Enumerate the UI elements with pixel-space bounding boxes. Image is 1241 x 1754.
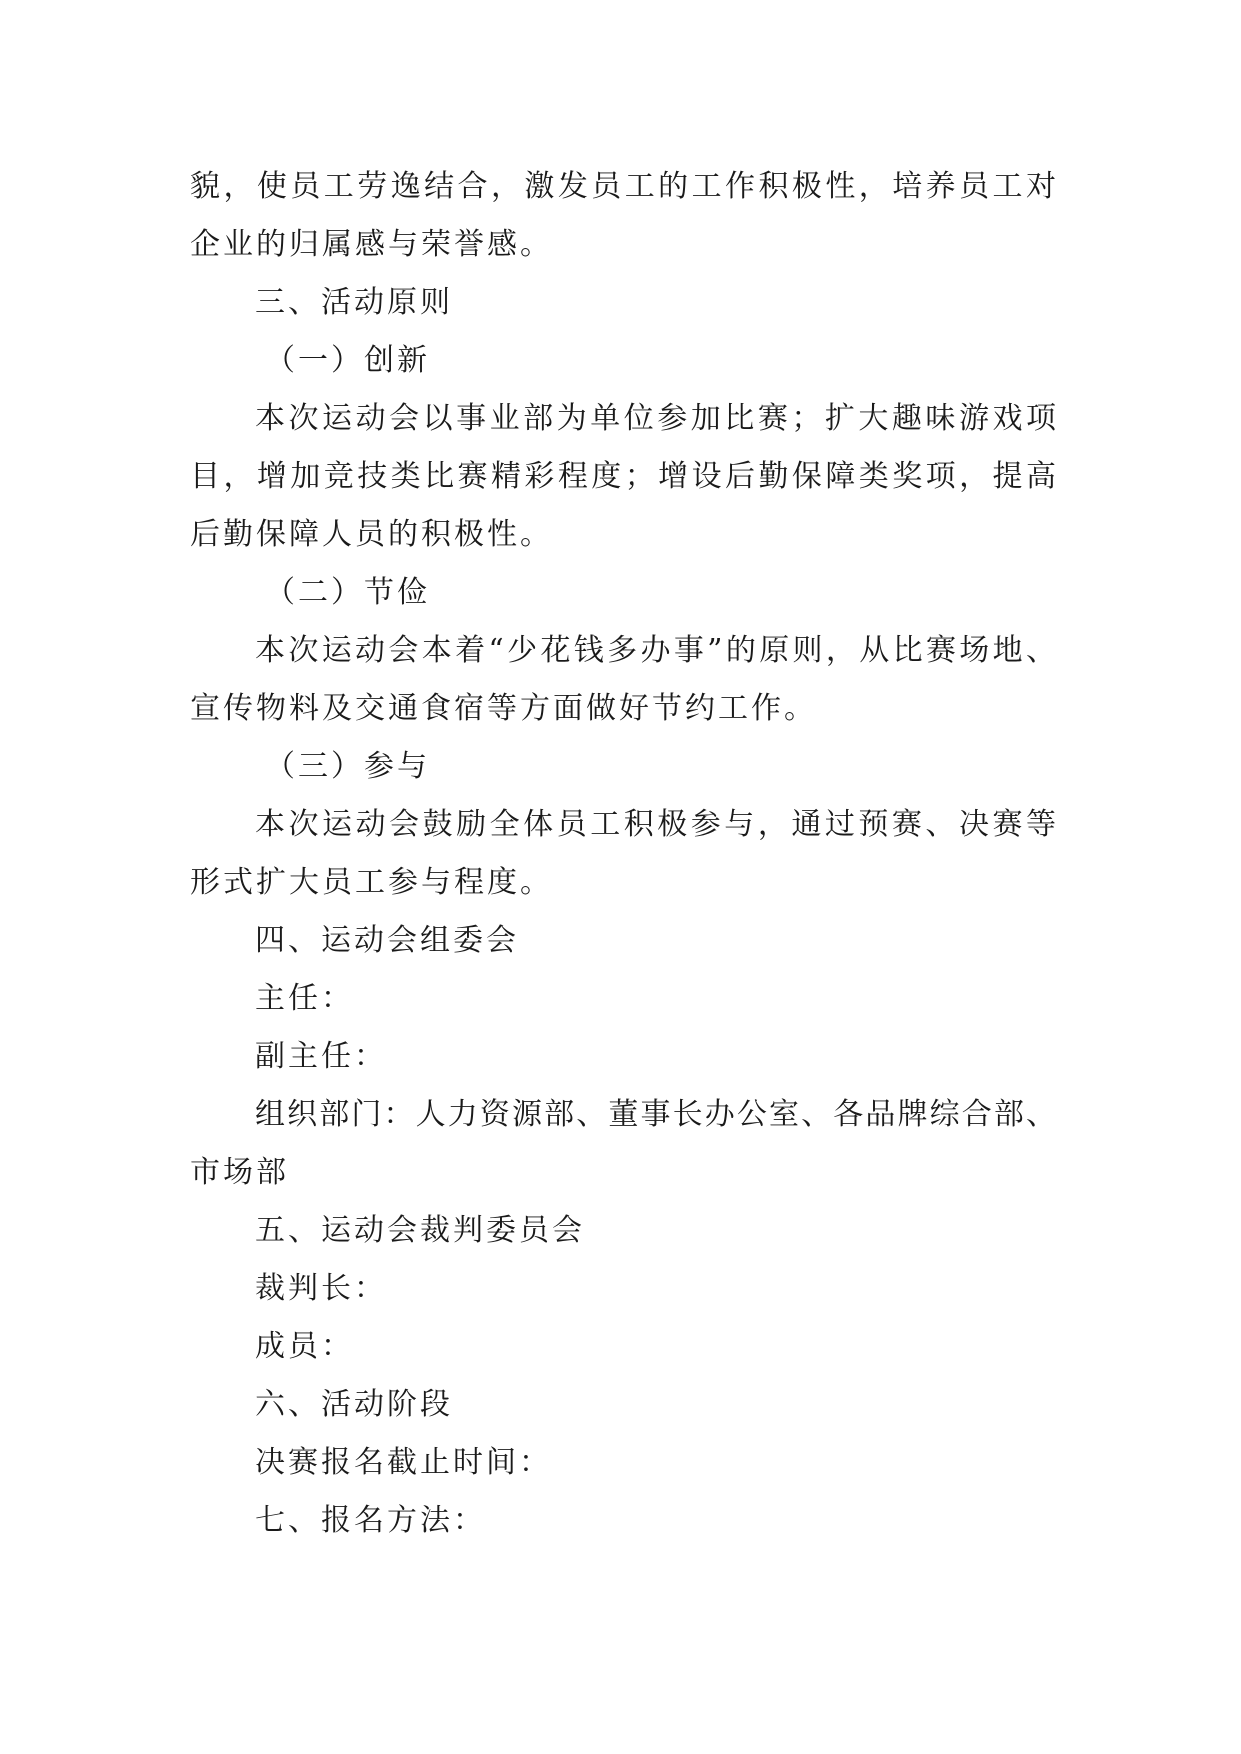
paragraph-line: 企业的归属感与荣誉感。 xyxy=(190,227,553,262)
paragraph-line: 本次运动会鼓励全体员工积极参与，通过预赛、决赛等 xyxy=(255,807,1056,842)
paragraph-line: 貌，使员工劳逸结合，激发员工的工作积极性，培养员工对 xyxy=(190,169,1056,204)
section-heading: 三、活动原则 xyxy=(255,285,453,320)
field-label: 裁判长： xyxy=(255,1271,387,1306)
field-label: 成员： xyxy=(255,1329,354,1364)
paragraph-line: 形式扩大员工参与程度。 xyxy=(190,865,553,900)
section-heading: 四、运动会组委会 xyxy=(255,923,519,958)
paragraph-line: 本次运动会本着“少花钱多办事”的原则，从比赛场地、 xyxy=(255,633,1056,668)
paragraph-line: 目，增加竞技类比赛精彩程度；增设后勤保障类奖项，提高 xyxy=(190,459,1056,494)
field-label: 主任： xyxy=(255,981,354,1016)
paragraph-line: 市场部 xyxy=(190,1155,289,1190)
section-heading: 六、活动阶段 xyxy=(255,1387,453,1422)
field-label: 副主任： xyxy=(255,1039,387,1074)
section-heading: 七、报名方法： xyxy=(255,1503,486,1538)
paragraph-line: 本次运动会以事业部为单位参加比赛；扩大趣味游戏项 xyxy=(255,401,1056,436)
subsection-heading: （二）节俭 xyxy=(265,575,430,610)
subsection-heading: （一）创新 xyxy=(265,343,430,378)
paragraph-line: 后勤保障人员的积极性。 xyxy=(190,517,553,552)
section-heading: 五、运动会裁判委员会 xyxy=(255,1213,585,1248)
paragraph-line: 组织部门：人力资源部、董事长办公室、各品牌综合部、 xyxy=(255,1097,1056,1132)
subsection-heading: （三）参与 xyxy=(265,749,430,784)
document-body xyxy=(190,158,1056,1550)
field-label: 决赛报名截止时间： xyxy=(255,1445,552,1480)
paragraph-line: 宣传物料及交通食宿等方面做好节约工作。 xyxy=(190,691,817,726)
